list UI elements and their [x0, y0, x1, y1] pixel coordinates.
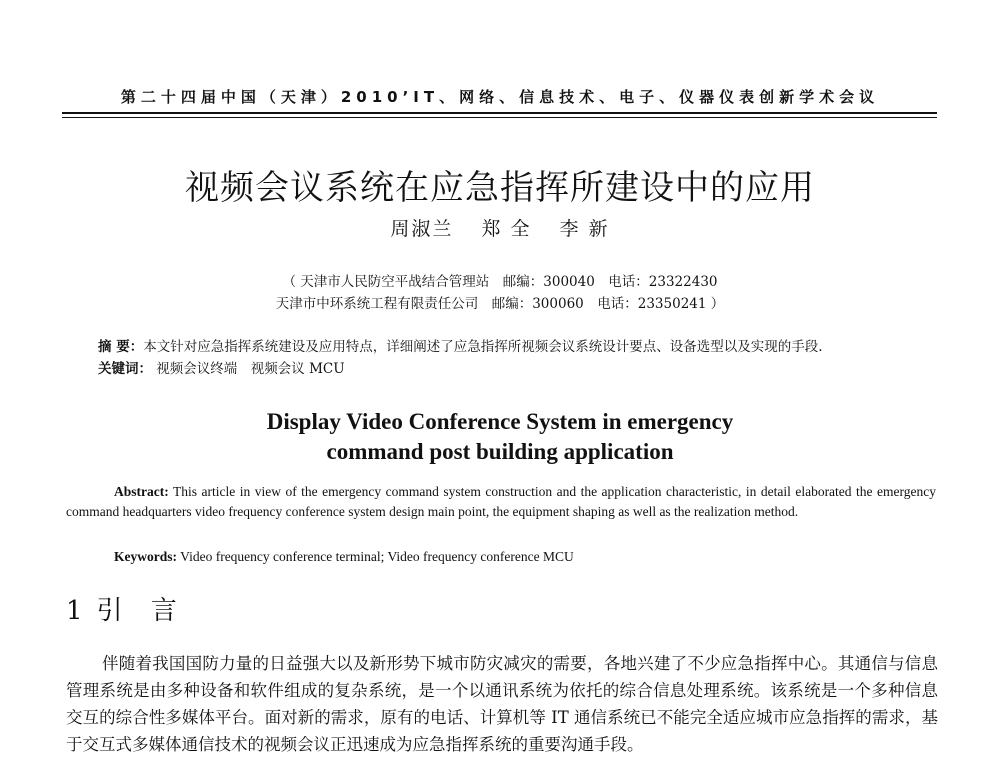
abstract-cn	[98, 337, 958, 357]
keywords-cn-label: 关键词：	[98, 361, 152, 377]
abstract-en-label: Abstract:	[114, 484, 169, 499]
header-rule-thick	[62, 112, 937, 114]
author-3: 李 新	[559, 218, 610, 240]
keywords-en	[114, 549, 574, 565]
keywords-en-label: Keywords:	[114, 549, 177, 564]
keywords-cn	[98, 359, 958, 379]
paper-title-en-line1: Display Video Conference System in emergency	[266, 409, 734, 434]
abstract-cn-label: 摘 要：	[98, 339, 144, 355]
body-paragraph: 伴随着我国国防力量的日益强大以及新形势下城市防灾减灾的需要，各地兴建了不少应急指挥中心。其通信与信息管理系统是由多种设备和软件组成的复杂系统，是一个以通讯系统为依托的综合信息处理系统。该系统是一个多种信息交互的综合性多媒体平台。面对新的需求，原有的电话、计算机等 IT 通信系统已不能完全适应城市应急指挥的需求，基于交互式多媒体通信技术的视频会议正迅速成为应急指挥系统的重要沟通手段。	[66, 654, 938, 754]
abstract-cn-text: 本文针对应急指挥系统建设及应用特点，详细阐述了应急指挥所视频会议系统设计要点、设备选型以及实现的手段.	[143, 339, 823, 355]
affiliation-1: （ 天津市人民防空平战结合管理站 邮编：300040 电话：23322430	[282, 274, 718, 290]
author-2: 郑 全	[481, 218, 532, 240]
header-rule-thin	[62, 117, 937, 118]
section-number: 1	[66, 596, 83, 626]
keywords-cn-text: 视频会议终端 视频会议 MCU	[156, 361, 345, 377]
abstract-en	[66, 482, 936, 522]
author-1: 周淑兰	[390, 218, 454, 240]
section-title: 引 言	[96, 596, 187, 626]
author-list	[0, 214, 1000, 241]
section-heading	[66, 590, 187, 627]
paper-title-cn: 视频会议系统在应急指挥所建设中的应用	[185, 168, 815, 208]
affiliation-2: 天津市中环系统工程有限责任公司 邮编：300060 电话：23350241 ）	[275, 296, 725, 312]
keywords-en-text: Video frequency conference terminal; Video frequency conference MCU	[180, 549, 574, 564]
conference-header: 第二十四届中国（天津）2010’IT、网络、信息技术、电子、仪器仪表创新学术会议	[120, 88, 880, 106]
abstract-en-text: This article in view of the emergency command system construction and the application characteristic, in detail elaborated the emergency command headquarters video frequency conference system design main point, the equipment shaping as well as the realization method.	[66, 484, 936, 519]
paper-title-en-line2: command post building application	[326, 439, 674, 464]
